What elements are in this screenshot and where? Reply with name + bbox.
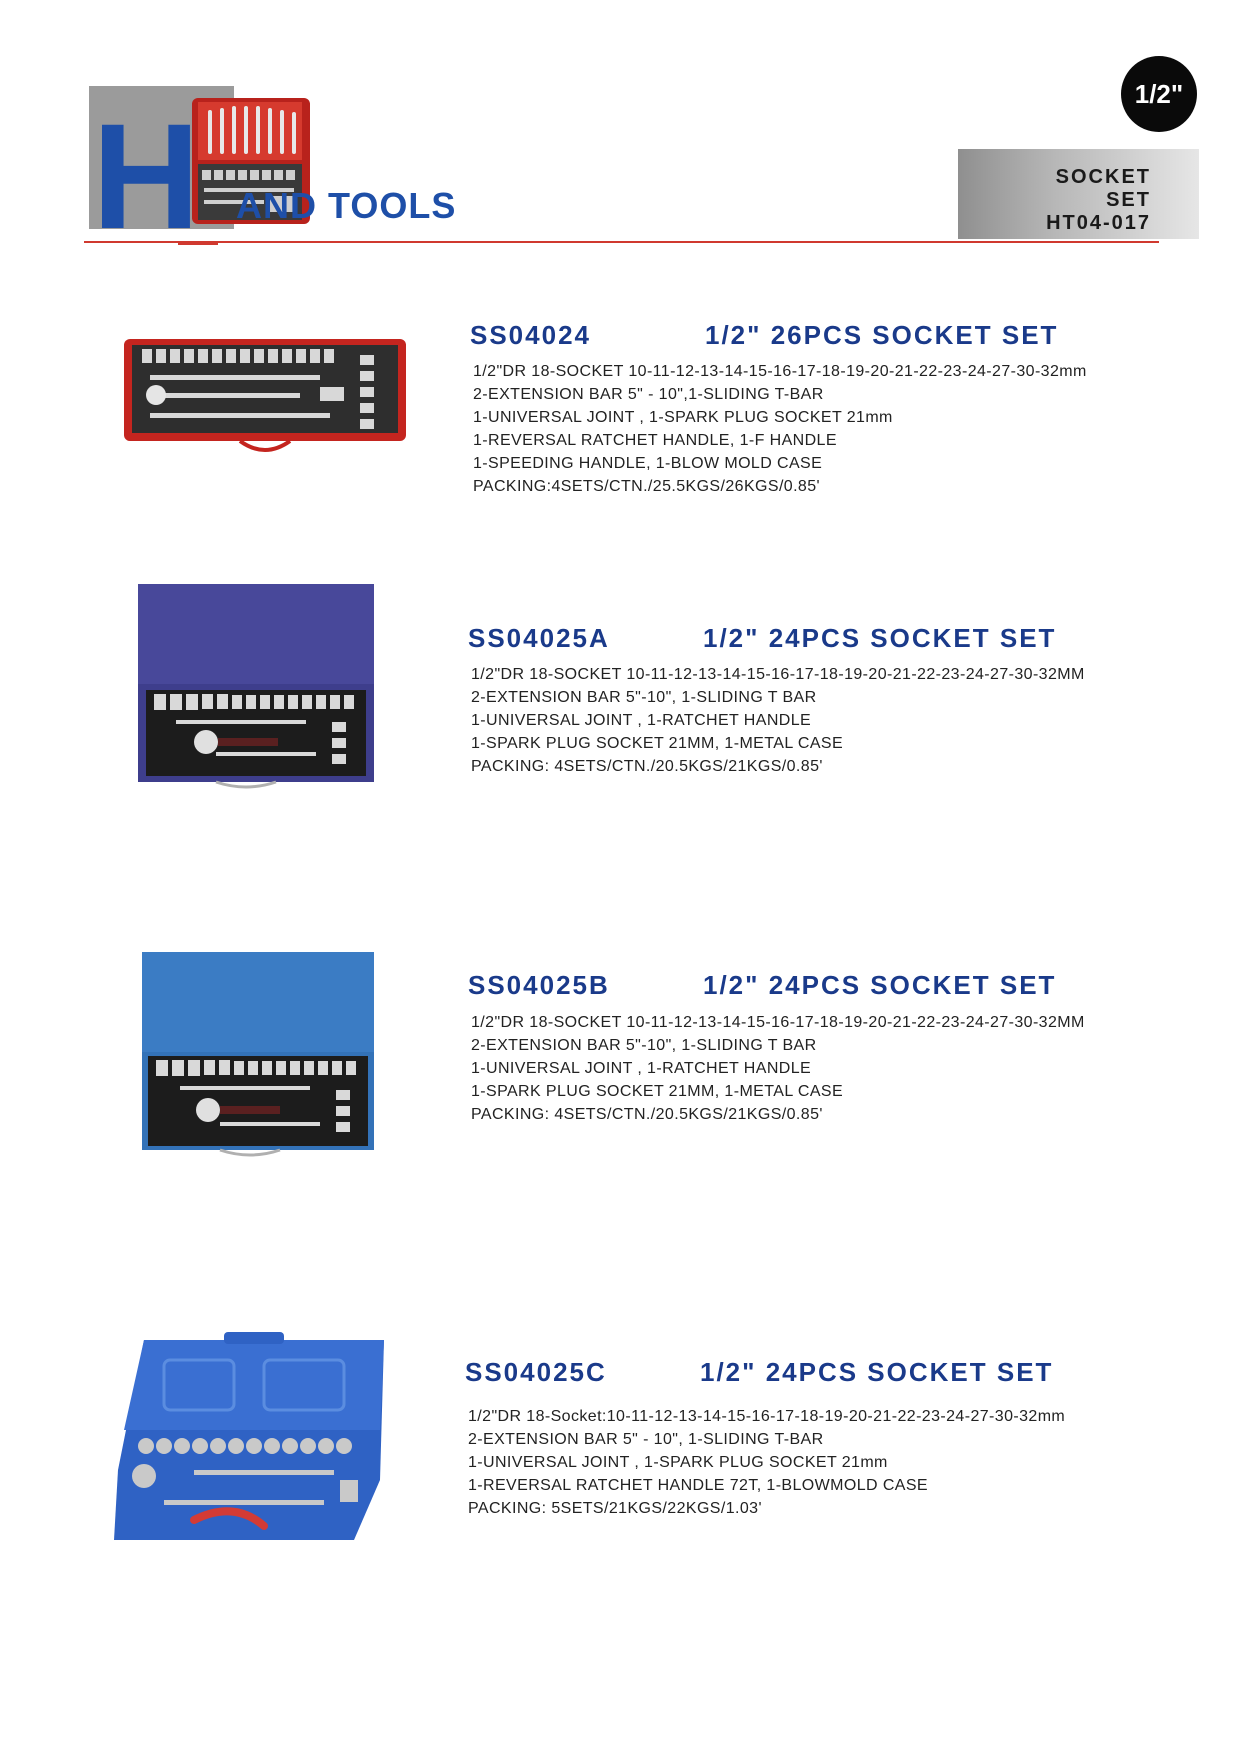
description-line: PACKING: 4SETS/CTN./20.5KGS/21KGS/0.85' [471, 758, 823, 775]
product-title: 1/2" 26PCS SOCKET SET [705, 320, 1059, 350]
header-divider-accent [178, 241, 218, 245]
product-code: SS04025A [468, 623, 610, 653]
description-line: 1-SPEEDING HANDLE, 1-BLOW MOLD CASE [473, 455, 823, 472]
section-title-line: SOCKET [1055, 166, 1151, 188]
product-title: 1/2" 24PCS SOCKET SET [700, 1357, 1054, 1387]
product-image [120, 335, 410, 455]
section-title-line: SET [1106, 189, 1151, 211]
description-line: 1-UNIVERSAL JOINT , 1-SPARK PLUG SOCKET 21mm [473, 409, 893, 426]
product-code: SS04025B [468, 970, 610, 1000]
header-divider [84, 241, 1159, 243]
product-code: SS04025C [465, 1357, 607, 1387]
description-line: 2-EXTENSION BAR 5" - 10", 1-SLIDING T-BAR [468, 1431, 824, 1448]
product-image [140, 950, 376, 1160]
description-line: 1/2"DR 18-SOCKET 10-11-12-13-14-15-16-17-18-19-20-21-22-23-24-27-30-32mm [473, 363, 1087, 380]
description-line: PACKING: 5SETS/21KGS/22KGS/1.03' [468, 1500, 762, 1517]
section-title-code: HT04-017 [1046, 212, 1151, 234]
product-description [468, 1405, 1065, 1520]
description-line: 1/2"DR 18-SOCKET 10-11-12-13-14-15-16-17-18-19-20-21-22-23-24-27-30-32MM [471, 666, 1085, 683]
product-title: 1/2" 24PCS SOCKET SET [703, 623, 1057, 653]
description-line: 1/2"DR 18-SOCKET 10-11-12-13-14-15-16-17-18-19-20-21-22-23-24-27-30-32MM [471, 1014, 1085, 1031]
logo-letter-h [88, 114, 208, 234]
description-line: 1-UNIVERSAL JOINT , 1-SPARK PLUG SOCKET 21mm [468, 1454, 888, 1471]
description-line: PACKING: 4SETS/CTN./20.5KGS/21KGS/0.85' [471, 1106, 823, 1123]
product-title: 1/2" 24PCS SOCKET SET [703, 970, 1057, 1000]
description-line: 1-REVERSAL RATCHET HANDLE 72T, 1-BLOWMOLD CASE [468, 1477, 928, 1494]
description-line: 2-EXTENSION BAR 5"-10", 1-SLIDING T BAR [471, 689, 817, 706]
product-code: SS04024 [470, 320, 591, 350]
section-title-box [958, 149, 1199, 239]
product-description [471, 663, 1085, 778]
description-line: 2-EXTENSION BAR 5"-10", 1-SLIDING T BAR [471, 1037, 817, 1054]
description-line: 1-REVERSAL RATCHET HANDLE, 1-F HANDLE [473, 432, 837, 449]
size-badge: 1/2" [1121, 56, 1197, 132]
product-description [473, 360, 1087, 498]
description-line: 1-UNIVERSAL JOINT , 1-RATCHET HANDLE [471, 712, 812, 729]
svg-text:H: H [92, 114, 200, 234]
product-image [104, 1330, 394, 1550]
description-line: 2-EXTENSION BAR 5" - 10",1-SLIDING T-BAR [473, 386, 824, 403]
description-line: 1-UNIVERSAL JOINT , 1-RATCHET HANDLE [471, 1060, 812, 1077]
product-description [471, 1011, 1085, 1126]
description-line: 1/2"DR 18-Socket:10-11-12-13-14-15-16-17-18-19-20-21-22-23-24-27-30-32mm [468, 1408, 1066, 1425]
description-line: 1-SPARK PLUG SOCKET 21MM, 1-METAL CASE [471, 735, 844, 752]
description-line: 1-SPARK PLUG SOCKET 21MM, 1-METAL CASE [471, 1083, 844, 1100]
description-line: PACKING:4SETS/CTN./25.5KGS/26KGS/0.85' [473, 478, 820, 495]
logo-text: AND TOOLS [236, 185, 457, 226]
product-image [136, 582, 376, 792]
